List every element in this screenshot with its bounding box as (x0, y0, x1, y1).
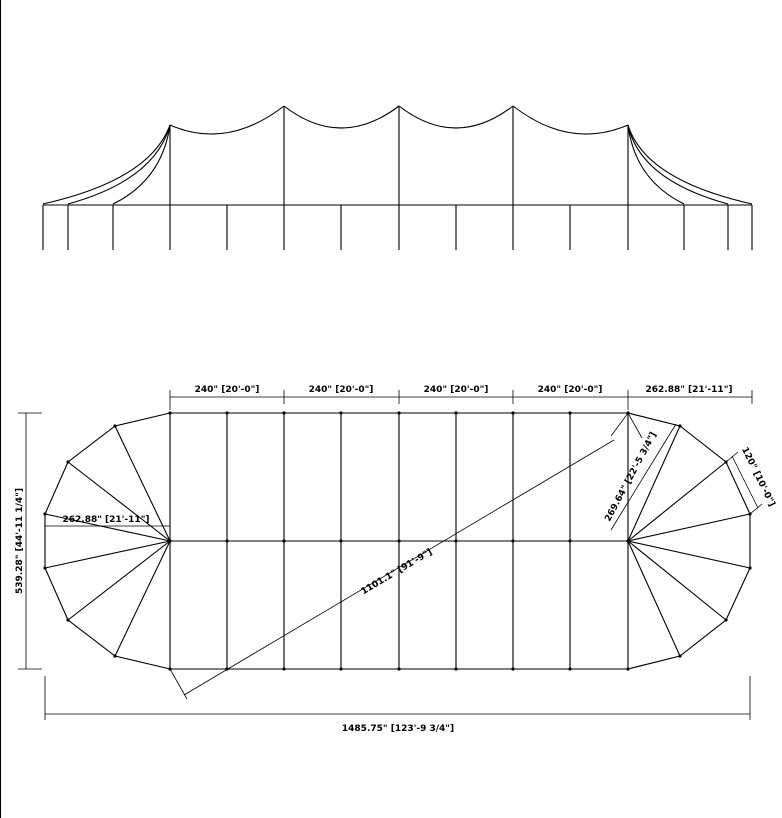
dimensions (15, 385, 776, 734)
elevation-view (43, 106, 752, 250)
right-end-rafters (628, 426, 750, 656)
roof-end-curve (68, 125, 170, 204)
left-end-rafters (45, 426, 170, 656)
roof-end-curve (43, 125, 170, 204)
dim-line-diag-right (628, 413, 642, 438)
dim-overall-width: 539.28" [44'-11 1/4"] (15, 488, 25, 594)
roof-scallop (399, 106, 513, 128)
roof-end-curve (628, 125, 728, 204)
dim-overall-length: 1485.75" [123'-9 3/4"] (341, 724, 455, 734)
dim-diag-right: 269.64" [22'-5 3/4"] (603, 430, 660, 524)
roof-scallop (513, 106, 628, 134)
roof-end-curve (113, 125, 170, 204)
dim-bay-3: 240" [20'-0"] (423, 385, 489, 395)
dim-bay-1: 240" [20'-0"] (194, 385, 260, 395)
dim-segment: 120" [10'-0"] (739, 445, 777, 509)
dim-line-diag-right-2 (611, 424, 676, 530)
roof-scallop (284, 106, 399, 128)
dim-bay-2: 240" [20'-0"] (308, 385, 374, 395)
roof-scallop (170, 106, 284, 134)
dim-end-radius: 262.88" [21'-11"] (62, 515, 150, 525)
dim-end-width: 262.88" [21'-11"] (645, 385, 733, 395)
roof-end-curve (628, 125, 752, 204)
dim-bay-4: 240" [20'-0"] (537, 385, 603, 395)
left-end-outline (45, 413, 170, 669)
dim-diagonal: 1101.1" [91'-9"] (359, 547, 435, 598)
